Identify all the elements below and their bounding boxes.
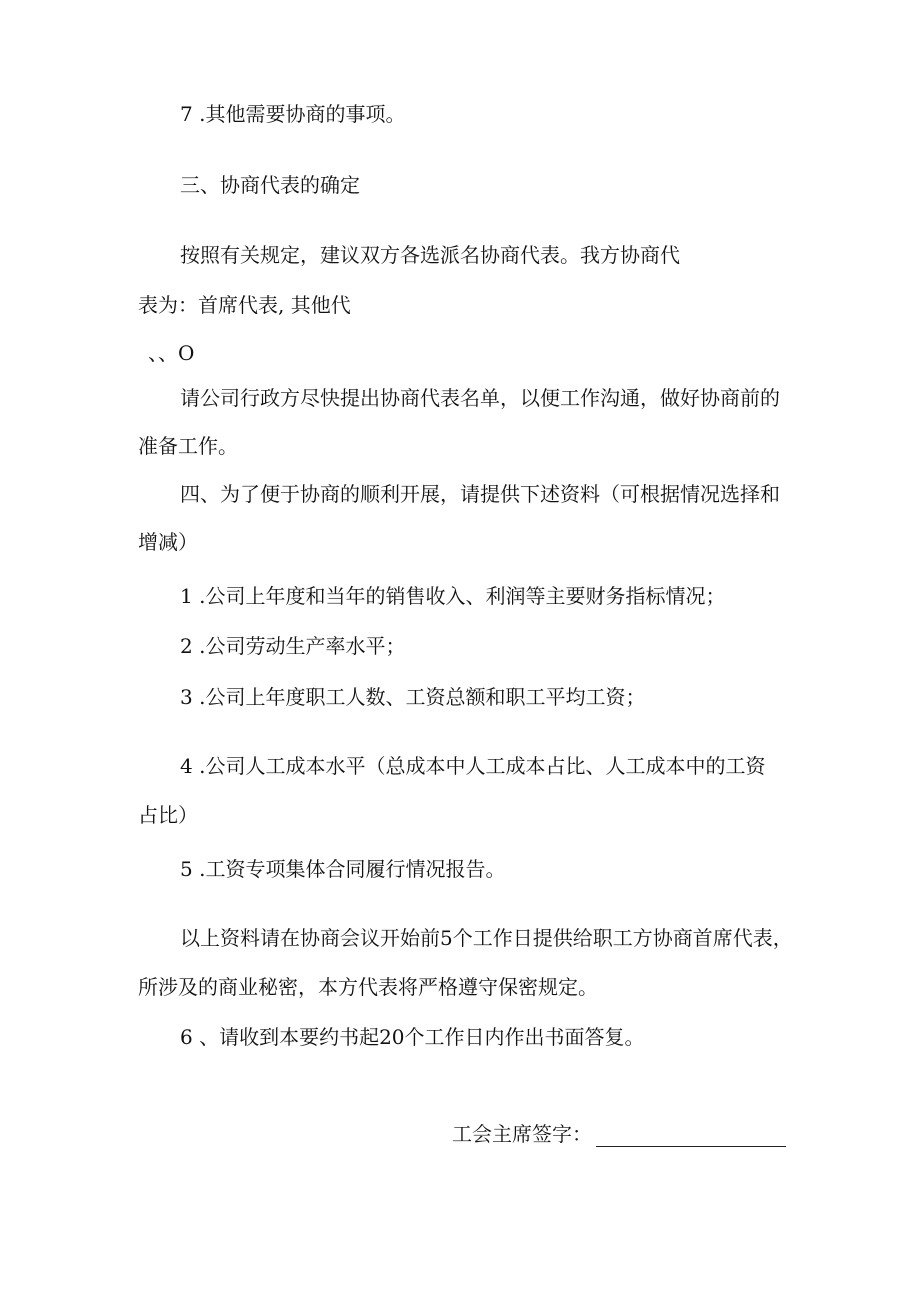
list-item-4-line-2: 占比）	[138, 803, 198, 827]
item-7: 7 .其他需要协商的事项。	[180, 102, 406, 126]
item-6: 6 、请收到本要约书起20个工作日内作出书面答复。	[180, 1025, 645, 1049]
list-item-3: 3 .公司上年度职工人数、工资总额和职工平均工资；	[180, 685, 646, 709]
signature-row	[452, 1121, 786, 1147]
rep-paragraph-line-2: 表为：首席代表, 其他代	[138, 293, 351, 317]
section-4-line-2: 增减）	[138, 530, 198, 554]
section-4-line-1: 四、为了便于协商的顺利开展，请提供下述资料（可根据情况选择和	[180, 482, 780, 506]
list-item-1: 1 .公司上年度和当年的销售收入、利润等主要财务指标情况；	[180, 584, 726, 608]
signature-blank-line[interactable]	[596, 1126, 786, 1147]
list-item-5: 5 .工资专项集体合同履行情况报告。	[180, 857, 506, 881]
confidential-line-1: 以上资料请在协商会议开始前5个工作日提供给职工方协商首席代表，	[180, 926, 793, 950]
confidential-line-2: 所涉及的商业秘密，本方代表将严格遵守保密规定。	[138, 975, 598, 999]
rep-paragraph-line-1: 按照有关规定，建议双方各选派名协商代表。我方协商代	[180, 243, 680, 267]
request-line-1: 请公司行政方尽快提出协商代表名单，以便工作沟通，做好协商前的	[180, 386, 780, 410]
rep-paragraph-line-3: 、、O	[148, 341, 195, 365]
request-line-2: 准备工作。	[138, 434, 238, 458]
list-item-4-line-1: 4 .公司人工成本水平（总成本中人工成本占比、人工成本中的工资	[180, 754, 766, 778]
list-item-2: 2 .公司劳动生产率水平；	[180, 634, 406, 658]
section-3-heading: 三、协商代表的确定	[180, 173, 360, 197]
signature-label: 工会主席签字：	[452, 1122, 592, 1146]
